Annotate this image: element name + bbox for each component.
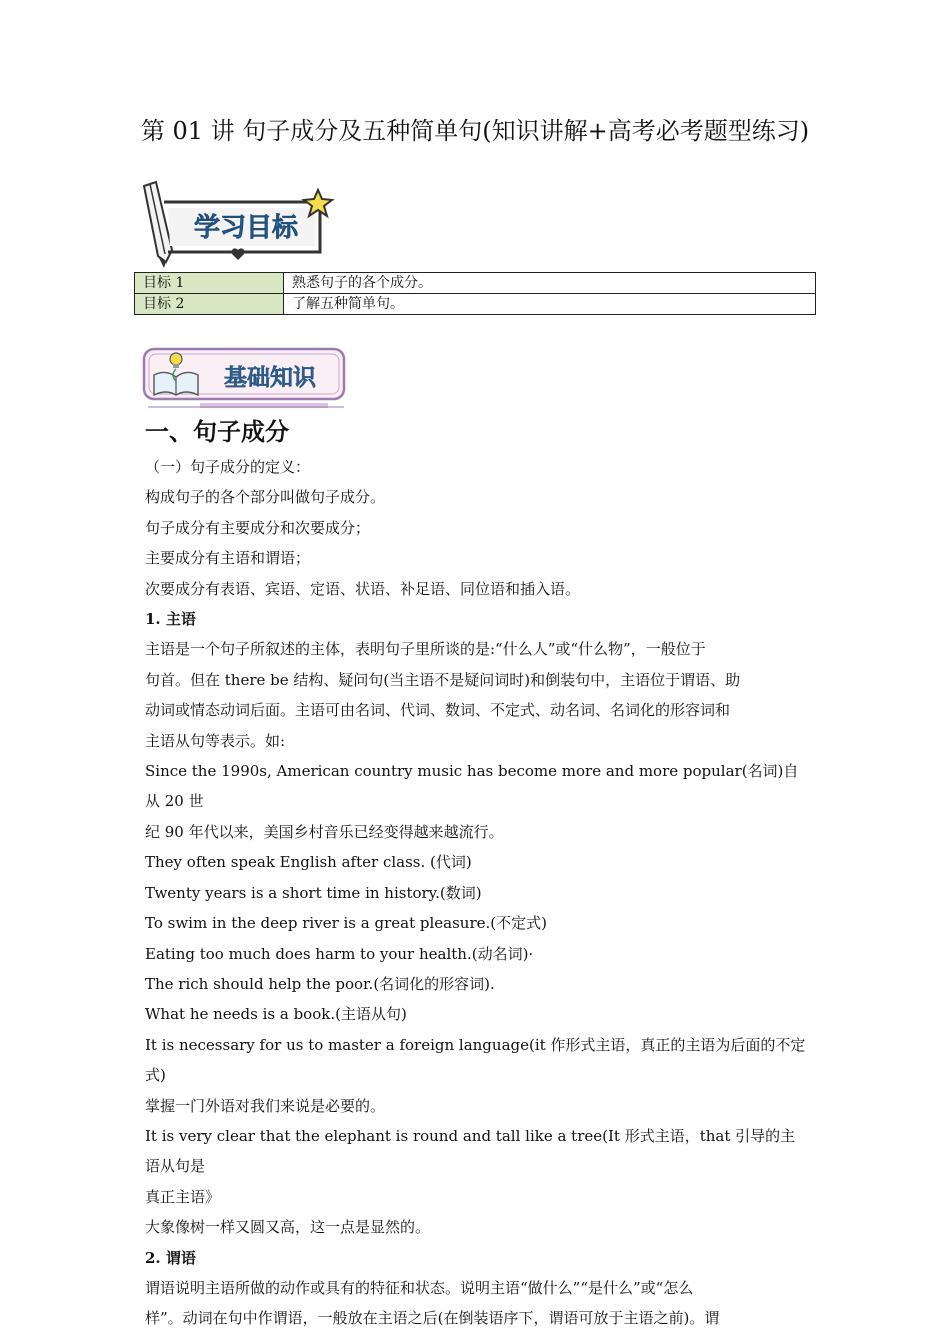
example-line: The rich should help the poor.(名词化的形容词). [145,974,495,993]
paragraph-line: 构成句子的各个部分叫做句子成分。 [145,488,386,507]
goals-banner-label: 学习目标 [193,213,299,243]
item-heading: 2. 谓语 [145,1248,196,1267]
paragraph-line: 句首。但在 there be 结构、疑问句(当主语不是疑问词时)和倒装句中，主语位于谓语、助 [145,670,741,689]
paragraph-line: 主要成分有主语和谓语； [145,549,311,568]
heart-icon [231,248,244,260]
example-line: To swim in the deep river is a great pleasure.(不定式) [145,914,547,933]
basics-banner-label: 基础知识 [224,365,316,391]
basic-knowledge-banner [140,345,352,413]
section-heading: 一、句子成分 [145,417,289,446]
example-line: 真正主语》 [145,1187,221,1206]
example-line: It is necessary for us to master a foreign language(it 作形式主语，真正的主语为后面的不定式) [145,1035,806,1085]
goal-text: 了解五种简单句。 [284,294,816,315]
document-body [145,452,810,1334]
example-line: 掌握一门外语对我们来说是必要的。 [145,1096,386,1115]
paragraph-line: 谓语说明主语所做的动作或具有的特征和状态。说明主语“做什么”“是什么”或“怎么 [145,1278,694,1297]
goal-label: 目标 2 [135,294,284,315]
page-title: 第 01 讲 句子成分及五种简单句(知识讲解+高考必考题型练习) [140,117,810,145]
goal-text: 熟悉句子的各个成分。 [284,273,816,294]
example-line: Twenty years is a short time in history.(数词) [145,883,482,902]
item-heading: 1. 主语 [145,610,196,629]
example-line: It is very clear that the elephant is round and tall like a tree(It 形式主语，that 引导的主语从句是 [145,1126,796,1176]
goals-table [134,272,816,315]
subsection-title: （一）句子成分的定义： [145,458,311,476]
goal-label: 目标 1 [135,273,284,294]
example-line: 纪 90 年代以来，美国乡村音乐已经变得越来越流行。 [145,822,504,841]
paragraph-line: 动词或情态动词后面。主语可由名词、代词、数词、不定式、动名词、名词化的形容词和 [145,701,731,720]
paragraph-line: 主语是一个句子所叙述的主体，表明句子里所谈的是:“什么人”或“什么物”，一般位于 [145,640,706,659]
example-line: Since the 1990s, American country music has become more and more popular(名词)自从 20 世 [145,762,799,811]
table-row [135,294,816,315]
table-row [135,273,816,294]
example-line: Eating too much does harm to your health.(动名词)· [145,944,534,963]
learning-goals-banner [138,180,338,268]
example-line: 大象像树一样又圆又高，这一点是显然的。 [145,1218,431,1237]
example-line: What he needs is a book.(主语从句) [145,1005,407,1024]
paragraph-line: 次要成分有表语、宾语、定语、状语、补足语、同位语和插入语。 [145,579,581,598]
paragraph-line: 主语从句等表示。如: [145,731,286,750]
paragraph-line: 样”。动词在句中作谓语，一般放在主语之后(在倒装语序下，谓语可放于主语之前)。谓 [145,1309,720,1328]
paragraph-line: 句子成分有主要成分和次要成分； [145,518,371,537]
pencil-icon [144,182,172,268]
example-line: They often speak English after class. (代词) [145,853,472,872]
